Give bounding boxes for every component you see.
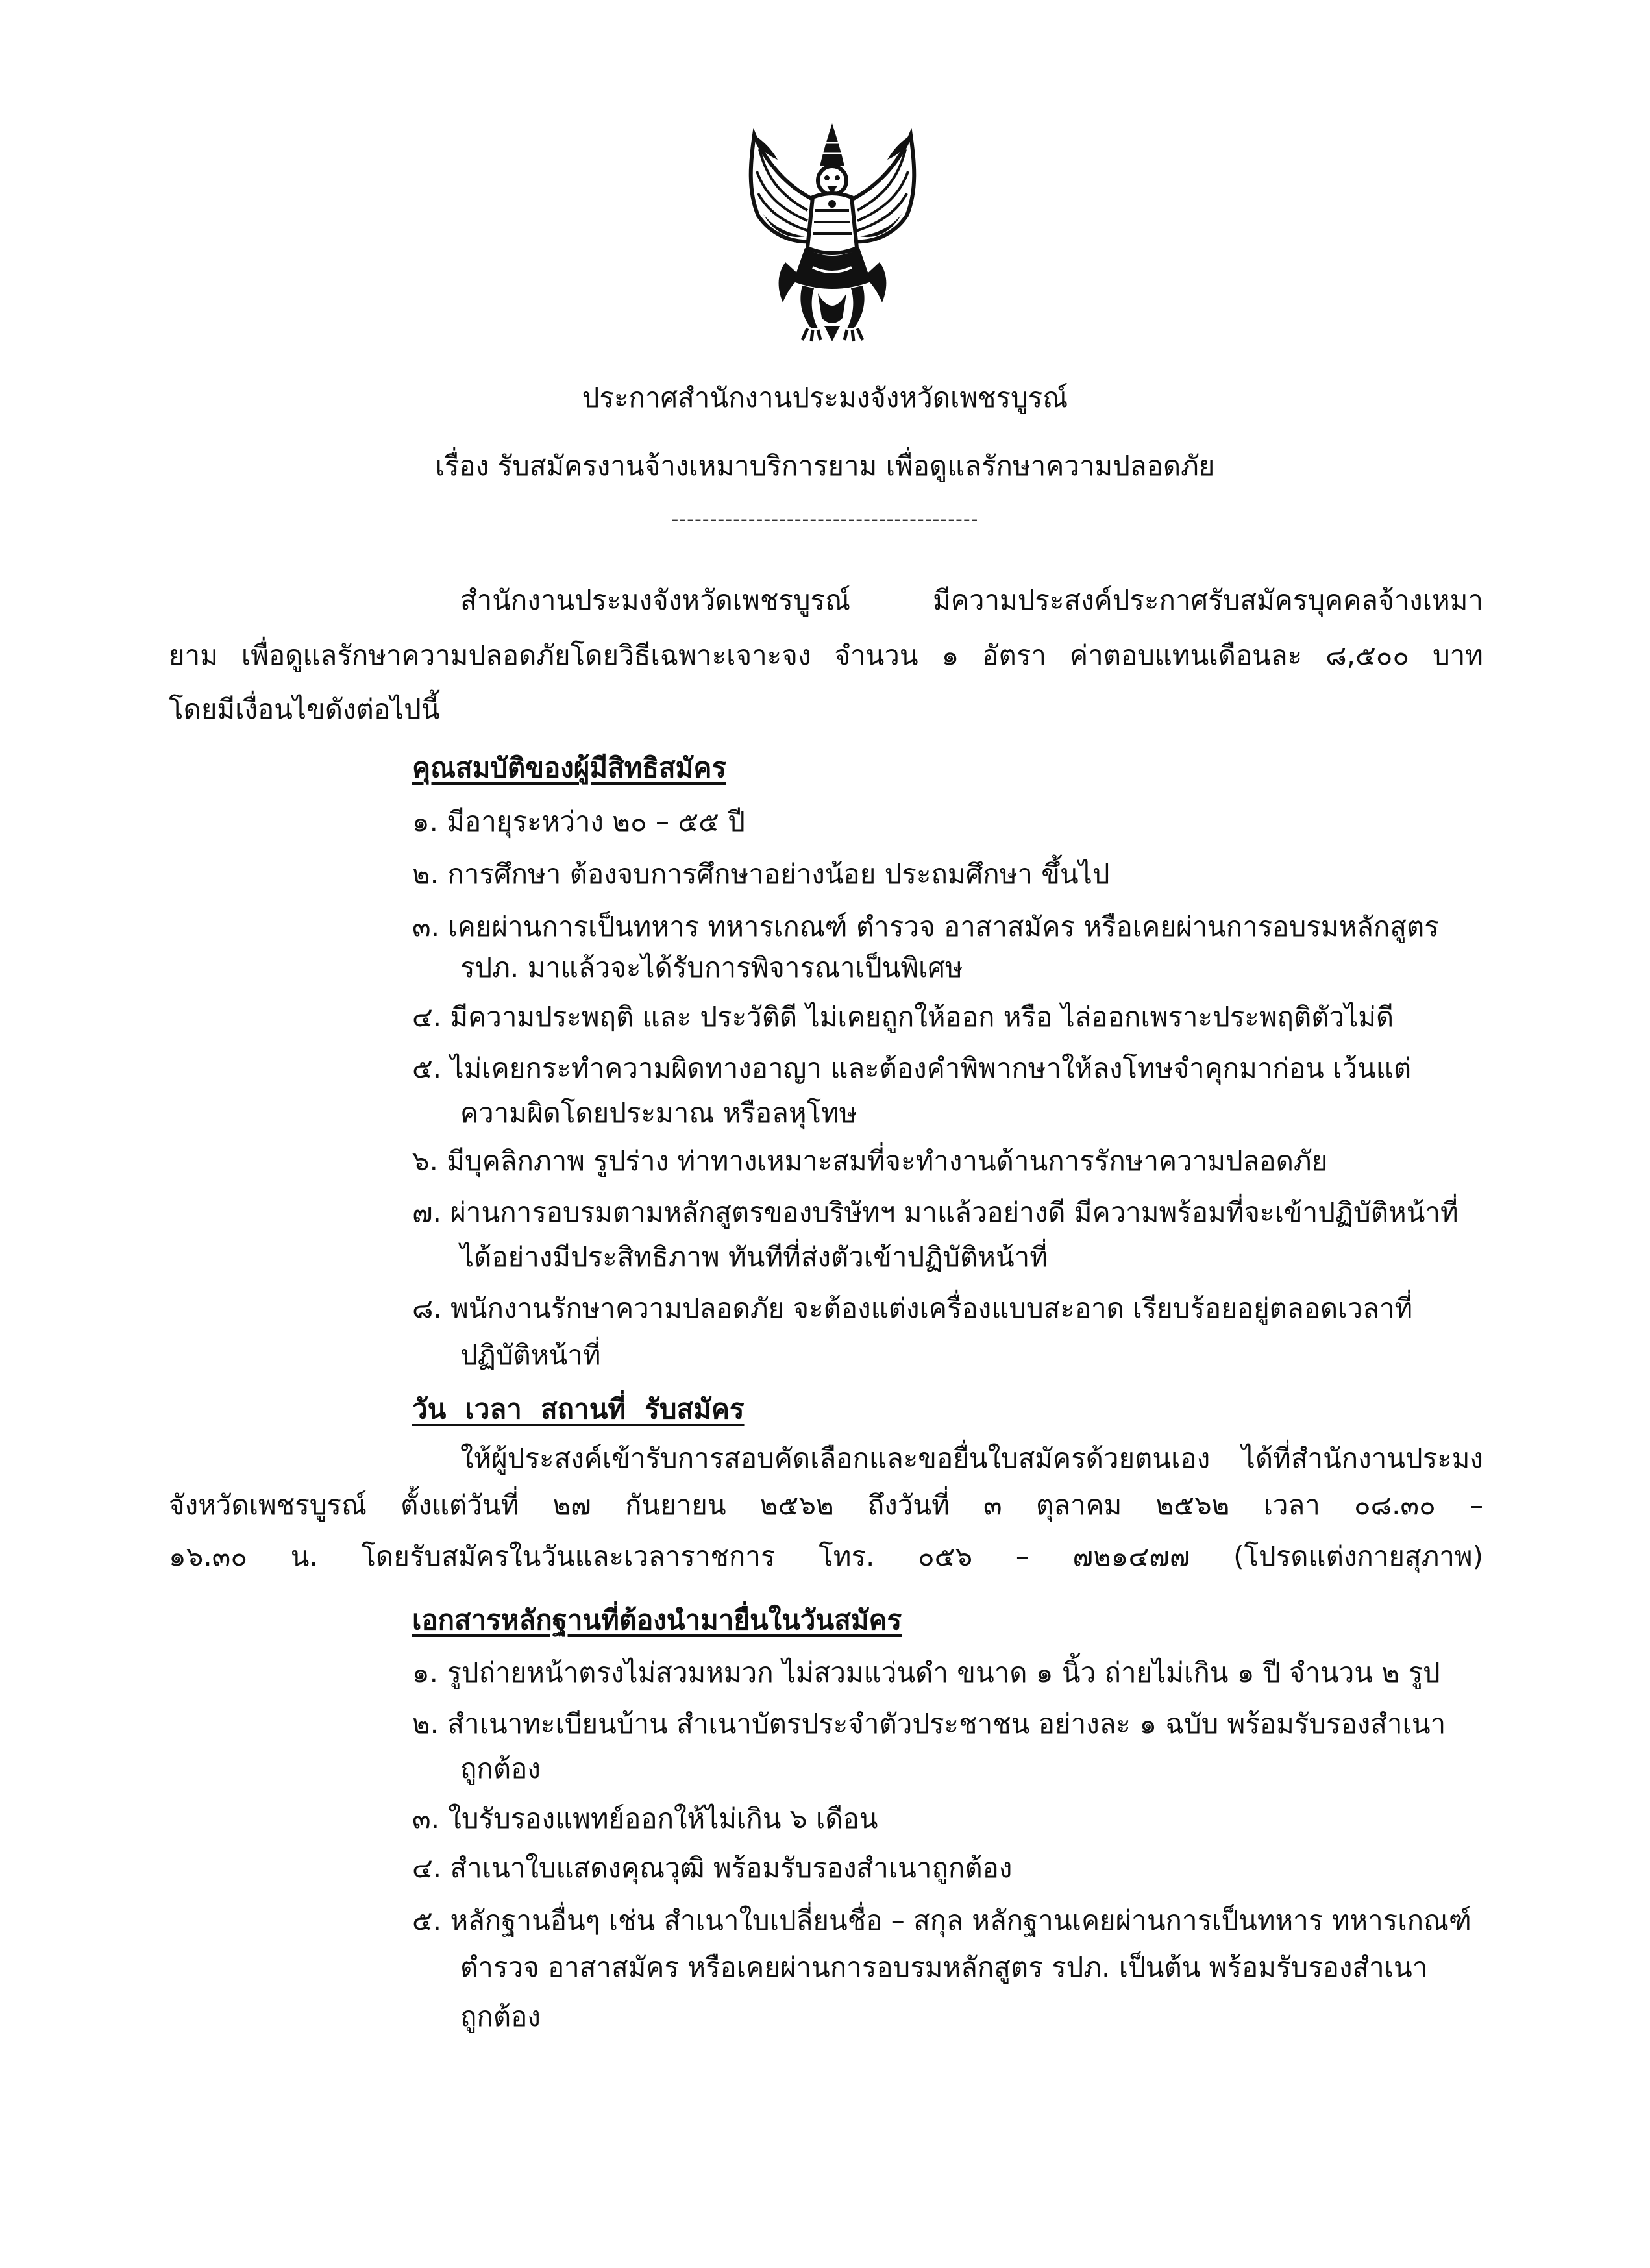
garuda-emblem-icon xyxy=(740,123,925,344)
document-item-continuation: ถูกต้อง xyxy=(460,2001,541,2032)
intro-line: โดยมีเงื่อนไขดังต่อไปนี้ xyxy=(169,693,440,725)
document-item: ๓. ใบรับรองแพทย์ออกให้ไม่เกิน ๖ เดือน xyxy=(412,1803,878,1834)
document-item: ๕. หลักฐานอื่นๆ เช่น สำเนาใบเปลี่ยนชื่อ – สกุล หลักฐานเคยผ่านการเป็นทหาร ทหารเกณฑ์ xyxy=(412,1904,1471,1936)
document-item-continuation: ตำรวจ อาสาสมัคร หรือเคยผ่านการอบรมหลักสูตร รปภ. เป็นต้น พร้อมรับรองสำเนา xyxy=(460,1951,1428,1983)
schedule-heading: วัน เวลา สถานที่ รับสมัคร xyxy=(412,1393,745,1425)
qualification-item: ๓. เคยผ่านการเป็นทหาร ทหารเกณฑ์ ตำรวจ อาสาสมัคร หรือเคยผ่านการอบรมหลักสูตร xyxy=(412,911,1439,943)
qualification-item: ๕. ไม่เคยกระทำความผิดทางอาญา และต้องคำพิพากษาให้ลงโทษจำคุกมาก่อน เว้นแต่ xyxy=(412,1052,1412,1084)
schedule-line: ๑๖.๓๐ น. โดยรับสมัครในวันและเวลาราชการ โทร. ๐๕๖ – ๗๒๑๔๗๗ (โปรดแต่งกายสุภาพ) xyxy=(169,1540,1483,1572)
qualification-item: ๑. มีอายุระหว่าง ๒๐ – ๕๕ ปี xyxy=(412,806,745,837)
intro-line: สำนักงานประมงจังหวัดเพชรบูรณ์ มีความประสงค์ประกาศรับสมัครบุคคลจ้างเหมา xyxy=(460,584,1483,616)
announcement-subject: เรื่อง รับสมัครงานจ้างเหมาบริการยาม เพื่อดูแลรักษาความปลอดภัย xyxy=(435,450,1215,482)
announcement-title: ประกาศสำนักงานประมงจังหวัดเพชรบูรณ์ xyxy=(582,382,1068,413)
document-item: ๑. รูปถ่ายหน้าตรงไม่สวมหมวก ไม่สวมแว่นดำ ขนาด ๑ นิ้ว ถ่ายไม่เกิน ๑ ปี จำนวน ๒ รูป xyxy=(412,1657,1440,1688)
qualification-item: ๒. การศึกษา ต้องจบการศึกษาอย่างน้อย ประถมศึกษา ขึ้นไป xyxy=(412,858,1110,890)
document-item-continuation: ถูกต้อง xyxy=(460,1753,541,1784)
qualification-item: ๘. พนักงานรักษาความปลอดภัย จะต้องแต่งเครื่องแบบสะอาด เรียบร้อยอยู่ตลอดเวลาที่ xyxy=(412,1292,1413,1324)
documents-heading: เอกสารหลักฐานที่ต้องนำมายื่นในวันสมัคร xyxy=(412,1604,902,1636)
document-item: ๔. สำเนาใบแสดงคุณวุฒิ พร้อมรับรองสำเนาถูกต้อง xyxy=(412,1852,1013,1884)
qualification-item: ๖. มีบุคลิกภาพ รูปร่าง ท่าทางเหมาะสมที่จะทำงานด้านการรักษาความปลอดภัย xyxy=(412,1145,1328,1177)
intro-line: ยาม เพื่อดูแลรักษาความปลอดภัยโดยวิธีเฉพาะเจาะจง จำนวน ๑ อัตรา ค่าตอบแทนเดือนละ ๘,๕๐๐ บาท xyxy=(169,639,1483,671)
qualification-item-continuation: ปฏิบัติหน้าที่ xyxy=(460,1339,601,1371)
qualification-item: ๔. มีความประพฤติ และ ประวัติดี ไม่เคยถูกให้ออก หรือ ไล่ออกเพราะประพฤติตัวไม่ดี xyxy=(412,1001,1394,1033)
schedule-line: ให้ผู้ประสงค์เข้ารับการสอบคัดเลือกและขอยื่นใบสมัครด้วยตนเอง ได้ที่สำนักงานประมง xyxy=(460,1442,1483,1474)
document-item: ๒. สำเนาทะเบียนบ้าน สำเนาบัตรประจำตัวประชาชน อย่างละ ๑ ฉบับ พร้อมรับรองสำเนา xyxy=(412,1708,1446,1740)
schedule-line: จังหวัดเพชรบูรณ์ ตั้งแต่วันที่ ๒๗ กันยายน ๒๕๖๒ ถึงวันที่ ๓ ตุลาคม ๒๕๖๒ เวลา ๐๘.๓๐ – xyxy=(169,1489,1483,1521)
qualification-item-continuation: ได้อย่างมีประสิทธิภาพ ทันทีที่ส่งตัวเข้าปฏิบัติหน้าที่ xyxy=(460,1241,1048,1273)
qualification-item-continuation: ความผิดโดยประมาณ หรือลหุโทษ xyxy=(460,1097,857,1129)
qualification-item: ๗. ผ่านการอบรมตามหลักสูตรของบริษัทฯ มาแล้วอย่างดี มีความพร้อมที่จะเข้าปฏิบัติหน้าที่ xyxy=(412,1196,1459,1228)
qualifications-heading: คุณสมบัติของผู้มีสิทธิสมัคร xyxy=(412,752,726,783)
header-separator: ---------------------------------------- xyxy=(671,508,979,531)
qualification-item-continuation: รปภ. มาแล้วจะได้รับการพิจารณาเป็นพิเศษ xyxy=(460,952,963,983)
